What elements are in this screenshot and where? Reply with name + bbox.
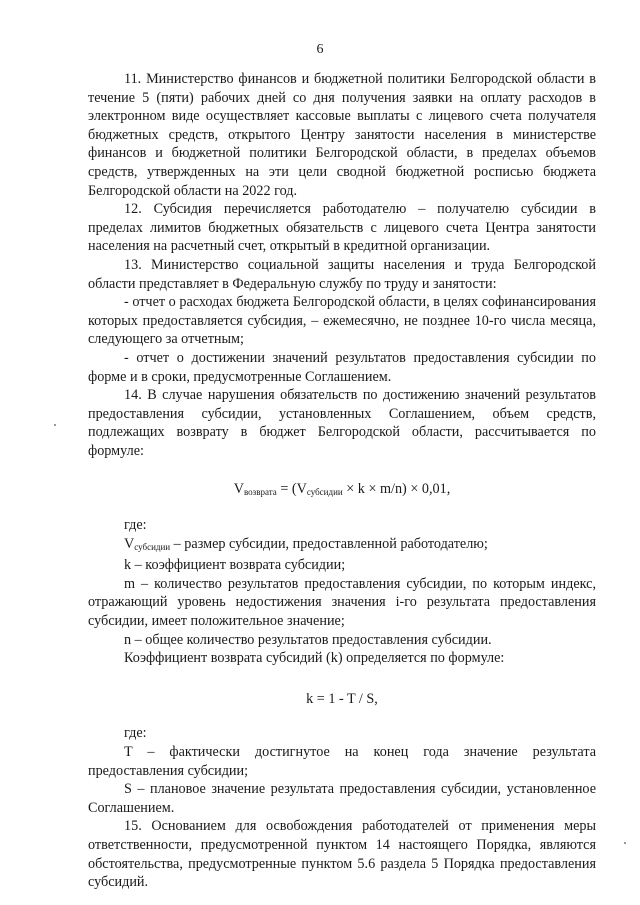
coefficient-intro: Коэффициент возврата субсидий (k) определяется по формуле:	[124, 650, 505, 667]
formula-v-symbol: V	[233, 481, 244, 498]
paragraph-15: 15. Основанием для освобождения работодателей от применения меры ответственности, предусмотренной пунктом 14 настоящего Порядка, являются обстоятельства, предусмотренные пунктом 5.6 раздела 5 Порядка предоставления субсидий.	[88, 818, 596, 891]
definition-m: m – количество результатов предоставления субсидии, по которым индекс, отражающий уровень недостижения значения i-го результата предоставления субсидии, имеет положительное значение;	[88, 575, 596, 630]
formula-rest: × k × m/n) × 0,01,	[342, 481, 451, 498]
paragraph-14: 14. В случае нарушения обязательств по достижению значений результатов предоставления субсидии, установленных Соглашением, объем средств, подлежащих возврату в бюджет Белгородской области, рассчитывается по формуле:	[88, 387, 596, 459]
formula-eq: = (V	[276, 481, 307, 498]
paragraph-11: 11. Министерство финансов и бюджетной политики Белгородской области в течение 5 (пяти) рабочих дней со дня получения заявки на оплату расходов в электронном виде осуществляет кассовые выплаты с лицевого счета получателя бюджетных средств, открытого Центру занятости населения в министерстве финансов и бюджетной политики Белгородской области, в пределах объемов средств, утвержденных на эти цели сводной бюджетной росписью бюджета Белгородской области на 2022 год.	[88, 71, 596, 199]
formula-return-volume	[88, 480, 596, 502]
def-v-symbol: V	[124, 535, 135, 552]
where-label-2: где:	[124, 725, 147, 742]
paragraph-13: 13. Министерство социальной защиты населения и труда Белгородской области представляет в Федеральную службу по труду и занятости:	[88, 256, 596, 292]
paragraph-13-item-b: - отчет о достижении значений результатов предоставления субсидии по форме и в сроки, предусмотренные Соглашением.	[88, 349, 596, 385]
definition-k: k – коэффициент возврата субсидии;	[124, 557, 346, 574]
paragraph-12: 12. Субсидия перечисляется работодателю – получателю субсидии в пределах лимитов бюджетных обязательств с лицевого счета Центра занятости населения на расчетный счет, открытый в кредитной организации.	[88, 201, 596, 255]
formula-v-subscript: возврата	[243, 487, 277, 498]
def-v-text: – размер субсидии, предоставленной работодателю;	[170, 535, 488, 552]
formula-coefficient: k = 1 - T / S,	[306, 690, 378, 707]
definition-t: T – фактически достигнутое на конец года значение результата предоставления субсидии;	[88, 744, 596, 779]
definition-s: S – плановое значение результата предоставления субсидии, установленное Соглашением.	[88, 781, 596, 816]
document-body	[88, 70, 596, 892]
def-v-subscript: субсидии	[134, 541, 171, 552]
page-number: 6	[316, 42, 324, 57]
scan-speck	[54, 424, 56, 426]
scan-speck	[624, 842, 626, 844]
where-label-1: где:	[124, 517, 147, 534]
formula-v2-subscript: субсидии	[306, 487, 343, 498]
definition-v-subsidy	[88, 535, 596, 557]
paragraph-13-item-a: - отчет о расходах бюджета Белгородской области, в целях софинансирования которых предоставляется субсидия, – ежемесячно, не позднее 10-го числа месяца, следующего за отчетным;	[88, 294, 596, 348]
definition-n: n – общее количество результатов предоставления субсидии.	[124, 631, 492, 648]
